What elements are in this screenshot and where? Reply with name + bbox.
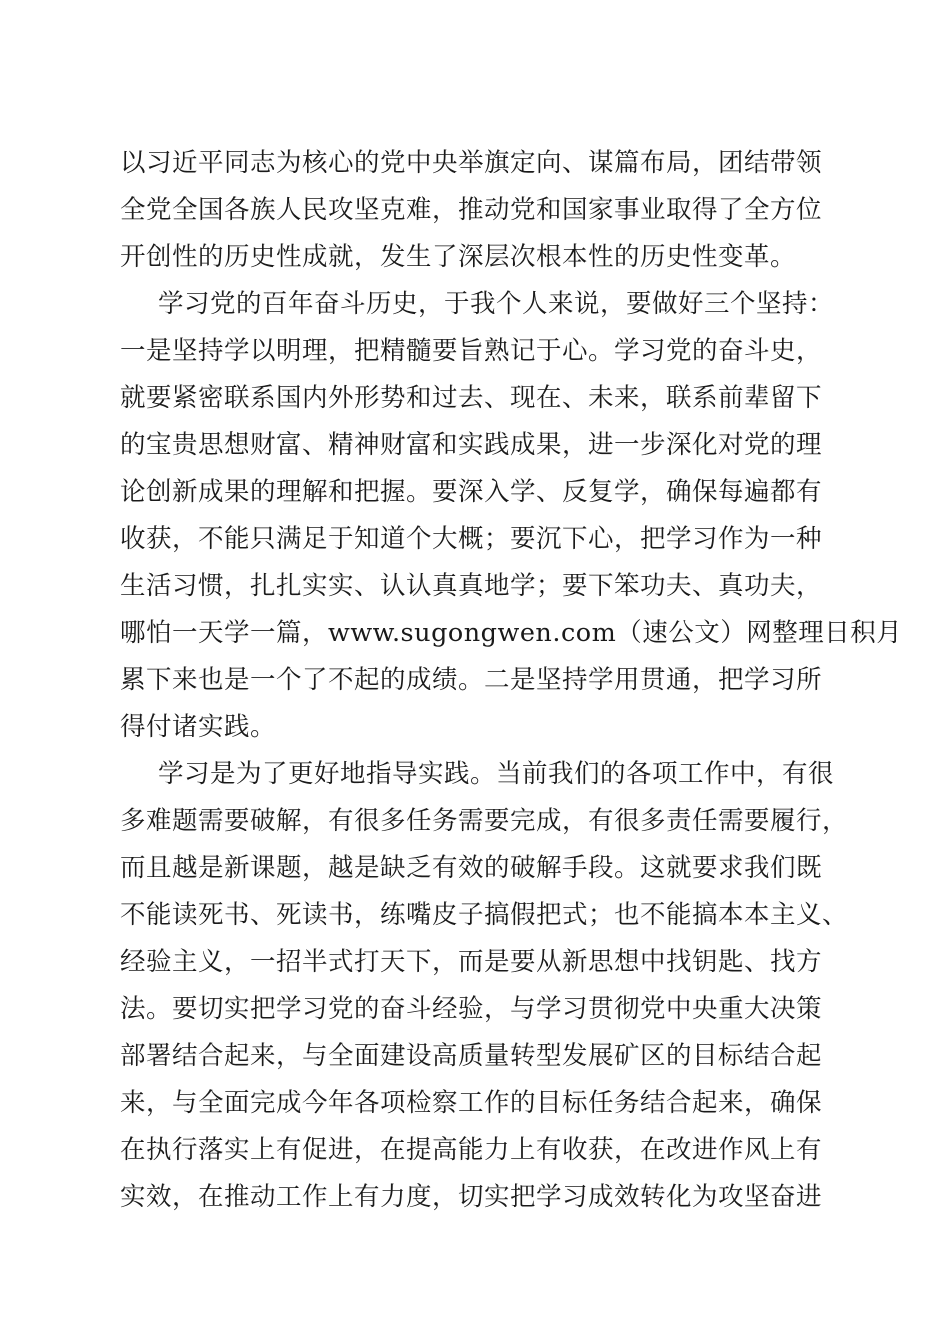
text-line: 累下来也是一个了不起的成绩。二是坚持学用贯通，把学习所 <box>120 665 823 695</box>
text-line: 的宝贵思想财富、精神财富和实践成果，进一步深化对党的理 <box>120 430 823 460</box>
text-line: 在执行落实上有促进，在提高能力上有收获，在改进作风上有 <box>120 1135 823 1165</box>
text-line: 哪怕一天学一篇，www.sugongwen.com（速公文）网整理日积月 <box>120 618 903 648</box>
text-line: 经验主义，一招半式打天下，而是要从新思想中找钥匙、找方 <box>120 947 823 977</box>
text-line: 部署结合起来，与全面建设高质量转型发展矿区的目标结合起 <box>120 1041 823 1071</box>
text-line: 来，与全面完成今年各项检察工作的目标任务结合起来，确保 <box>120 1088 823 1118</box>
text-line: 以习近平同志为核心的党中央举旗定向、谋篇布局，团结带领 <box>120 148 823 178</box>
text-line: 就要紧密联系国内外形势和过去、现在、未来，联系前辈留下 <box>120 383 823 413</box>
text-line: 一是坚持学以明理，把精髓要旨熟记于心。学习党的奋斗史， <box>120 336 823 366</box>
text-line: 生活习惯，扎扎实实、认认真真地学；要下笨功夫、真功夫， <box>120 571 823 601</box>
paragraph-start-line: 学习是为了更好地指导实践。当前我们的各项工作中，有很 <box>158 759 835 789</box>
text-line: 实效，在推动工作上有力度，切实把学习成效转化为攻坚奋进 <box>120 1182 823 1212</box>
text-line: 而且越是新课题，越是缺乏有效的破解手段。这就要求我们既 <box>120 853 823 883</box>
text-line: 不能读死书、死读书，练嘴皮子搞假把式；也不能搞本本主义、 <box>120 900 849 930</box>
text-line: 收获，不能只满足于知道个大概；要沉下心，把学习作为一种 <box>120 524 823 554</box>
text-line: 得付诸实践。 <box>120 712 277 742</box>
text-line: 多难题需要破解，有很多任务需要完成，有很多责任需要履行， <box>120 806 849 836</box>
text-line: 全党全国各族人民攻坚克难，推动党和国家事业取得了全方位 <box>120 195 823 225</box>
text-line: 法。要切实把学习党的奋斗经验，与学习贯彻党中央重大决策 <box>120 994 823 1024</box>
text-line: 开创性的历史性成就，发生了深层次根本性的历史性变革。 <box>120 242 797 272</box>
text-line: 论创新成果的理解和把握。要深入学、反复学，确保每遍都有 <box>120 477 823 507</box>
paragraph-start-line: 学习党的百年奋斗历史，于我个人来说，要做好三个坚持： <box>158 289 835 319</box>
